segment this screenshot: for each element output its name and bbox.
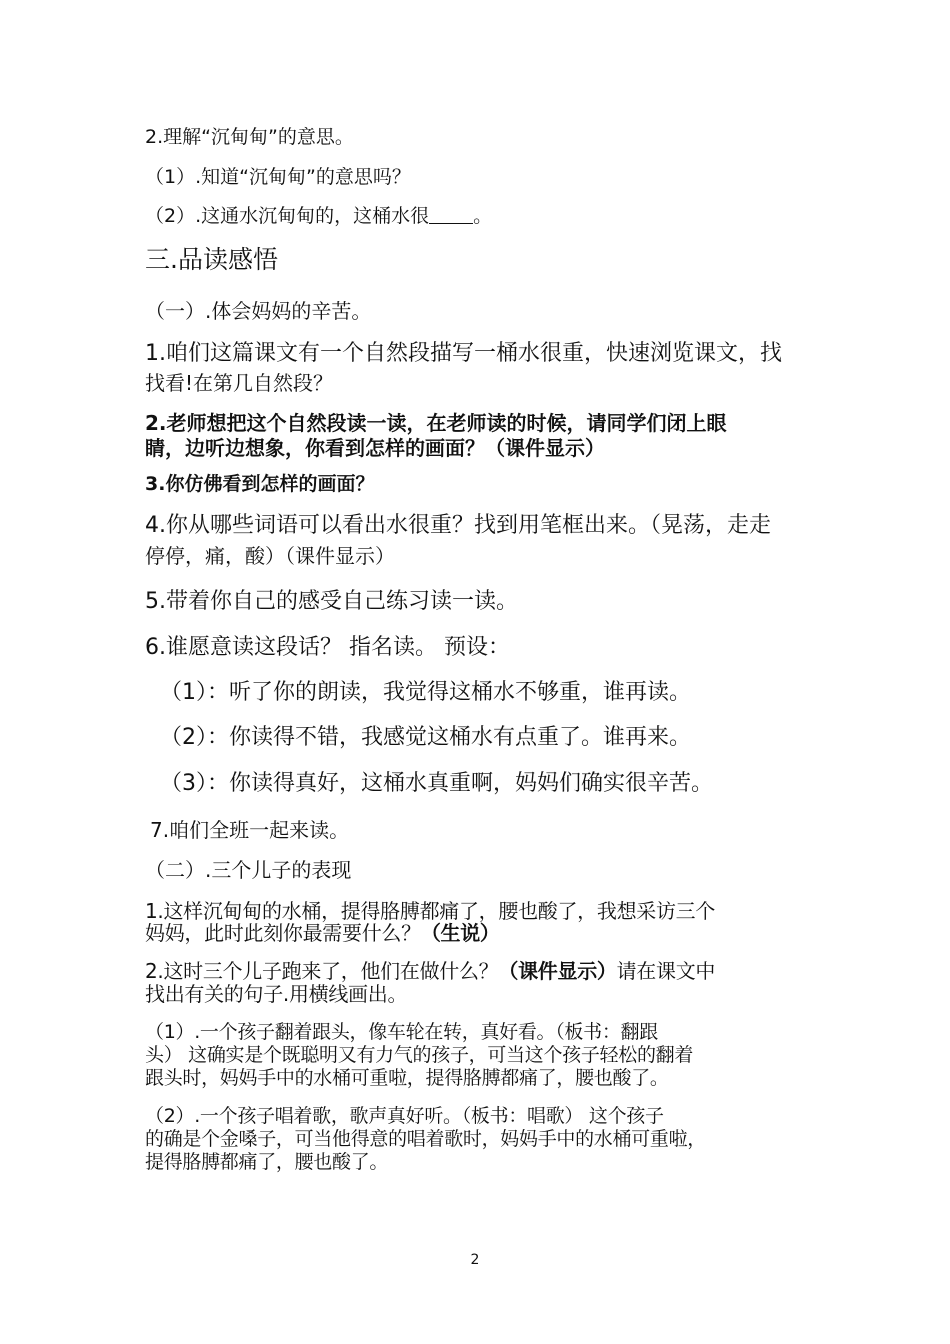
text-line: 提得胳膊都痛了，腰也酸了。: [145, 1151, 389, 1173]
text-line: （1）.知道“沉甸甸”的意思吗？: [145, 166, 411, 188]
text-fragment: 请在课文中: [616, 959, 716, 983]
text-fragment: 妈妈，此时此刻你最需要什么？: [145, 921, 421, 945]
text-line: 找看!在第几自然段？: [145, 371, 334, 395]
subsection-heading: （二）.三个儿子的表现: [145, 858, 352, 882]
text-line: 6.谁愿意读这段话？ 指名读。 预设：: [145, 635, 510, 660]
text-fragment: （课件显示）: [498, 959, 617, 983]
text-line: 1.这样沉甸甸的水桶，提得胳膊都痛了，腰也酸了，我想采访三个: [145, 899, 716, 923]
text-line: 跟头时，妈妈手中的水桶可重啦，提得胳膊都痛了，腰也酸了。: [145, 1067, 669, 1089]
text-line: 头） 这确实是个既聪明又有力气的孩子，可当这个孩子轻松的翻着: [145, 1044, 694, 1066]
text-line: [145, 204, 805, 228]
section-heading: 三.品读感悟: [145, 245, 278, 274]
text-line: 停停，痛，酸）（课件显示）: [145, 544, 395, 568]
subsection-heading: （一）.体会妈妈的辛苦。: [145, 299, 372, 323]
text-line: 4.你从哪些词语可以看出水很重？找到用笔框出来。（晃荡，走走: [145, 513, 771, 538]
text-fragment: （生说）: [420, 921, 500, 945]
text-line: （3）：你读得真好，这桶水真重啊，妈妈们确实很辛苦。: [160, 771, 713, 796]
text-fragment: （2）.这通水沉甸甸的，这桶水很: [145, 205, 430, 227]
text-line: 3.你仿佛看到怎样的画面？: [145, 473, 375, 495]
text-line: 2.理解“沉甸甸”的意思。: [145, 126, 354, 148]
text-line: （2）：你读得不错，我感觉这桶水有点重了。谁再来。: [160, 725, 691, 750]
text-line: 2.老师想把这个自然段读一读，在老师读的时候，请同学们闭上眼: [145, 411, 727, 435]
text-line: 的确是个金嗓子，可当他得意的唱着歌时，妈妈手中的水桶可重啦，: [145, 1128, 707, 1150]
text-line: 7.咱们全班一起来读。: [150, 818, 350, 842]
text-fragment: 。: [473, 205, 493, 227]
text-fragment: 2.这时三个儿子跑来了，他们在做什么？: [145, 959, 499, 983]
fill-blank: [429, 205, 473, 224]
text-line: 睛，边听边想象，你看到怎样的画面？（课件显示）: [145, 436, 605, 460]
text-line: 找出有关的句子.用横线画出。: [145, 982, 408, 1006]
text-line: 5.带着你自己的感受自己练习读一读。: [145, 589, 518, 614]
text-line: 1.咱们这篇课文有一个自然段描写一桶水很重，快速浏览课文，找: [145, 341, 782, 366]
text-line: [145, 920, 805, 946]
text-line: （1）：听了你的朗读，我觉得这桶水不够重，谁再读。: [160, 680, 691, 705]
page-number: 2: [470, 1252, 480, 1268]
text-line: （1）.一个孩子翻着跟头，像车轮在转，真好看。（板书：翻跟: [145, 1021, 658, 1043]
text-line: （2）.一个孩子唱着歌，歌声真好听。（板书：唱歌） 这个孩子: [145, 1105, 664, 1127]
